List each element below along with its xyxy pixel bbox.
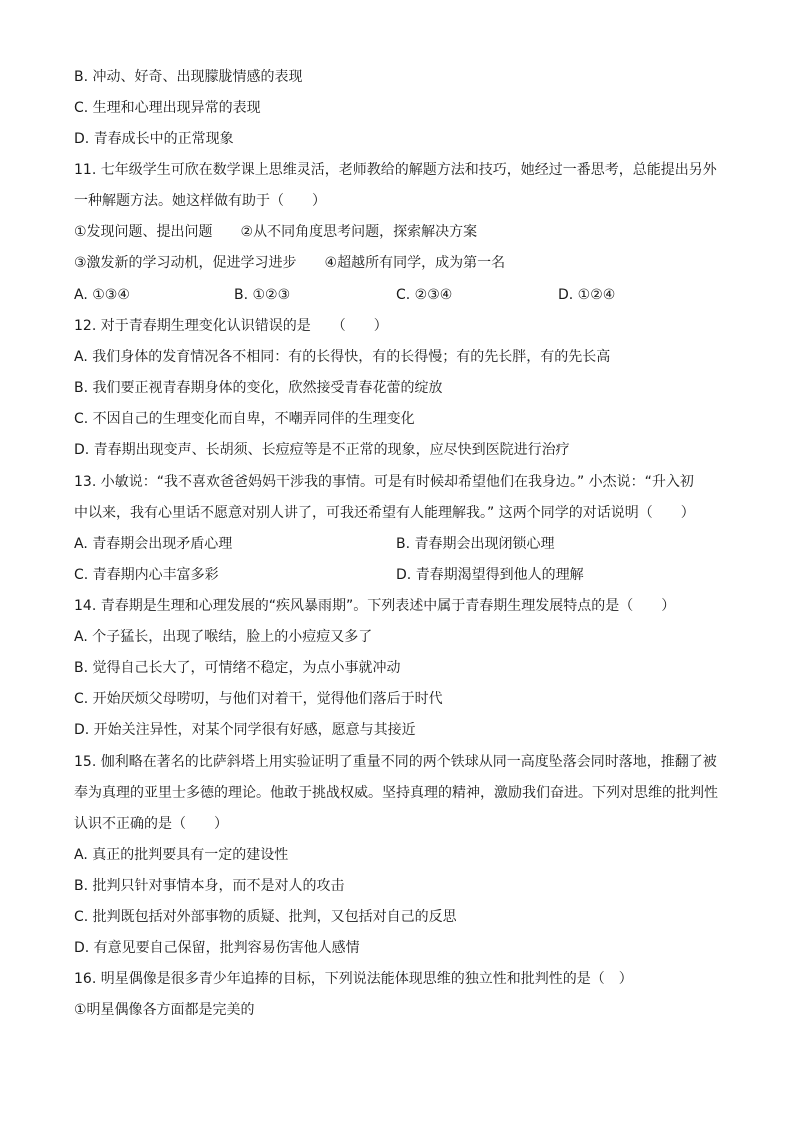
q12-stem: 12. 对于青春期生理变化认识错误的是 （ ） <box>74 318 388 334</box>
q15-option-a: A. 真正的批判要具有一定的建设性 <box>74 847 289 863</box>
q15-stem-line3: 认识不正确的是（ ） <box>74 816 228 832</box>
q15-option-d: D. 有意见要自己保留，批判容易伤害他人感情 <box>74 940 360 956</box>
q10-option-c: C. 生理和心理出现异常的表现 <box>74 100 261 116</box>
q14-option-a: A. 个子猛长，出现了喉结，脸上的小痘痘又多了 <box>74 629 373 645</box>
q12-option-a: A. 我们身体的发育情况各不相同：有的长得快，有的长得慢；有的先长胖，有的先长高 <box>74 349 611 365</box>
q11-option-a: A. ①③④ <box>74 287 130 303</box>
q13-stem-line1: 13. 小敏说：“我不喜欢爸爸妈妈干涉我的事情。可是有时候却希望他们在我身边。” 小杰说：“升入初 <box>74 474 694 490</box>
q11-statements-1-2: ①发现问题、提出问题 ②从不同角度思考问题，探索解决方案 <box>74 224 478 240</box>
q14-option-c: C. 开始厌烦父母唠叨，与他们对着干，觉得他们落后于时代 <box>74 691 443 707</box>
q13-option-c: C. 青春期内心丰富多彩 <box>74 567 219 583</box>
q15-option-b: B. 批判只针对事情本身，而不是对人的攻击 <box>74 878 345 894</box>
q15-stem-line1: 15. 伽利略在著名的比萨斜塔上用实验证明了重量不同的两个铁球从同一高度坠落会同时落地，推翻了被 <box>74 754 717 770</box>
q11-option-b: B. ①②③ <box>234 287 291 303</box>
q13-stem-line2: 中以来，我有心里话不愿意对别人讲了，可我还希望有人能理解我。” 这两个同学的对话说明（ ） <box>74 505 695 521</box>
q13-option-b: B. 青春期会出现闭锁心理 <box>396 536 555 552</box>
q10-option-d: D. 青春成长中的正常现象 <box>74 131 234 147</box>
q11-stem-line1: 11. 七年级学生可欣在数学课上思维灵活，老师教给的解题方法和技巧，她经过一番思考，总能提出另外 <box>74 162 717 178</box>
q12-option-c: C. 不因自己的生理变化而自卑，不嘲弄同伴的生理变化 <box>74 411 415 427</box>
q11-statements-3-4: ③激发新的学习动机，促进学习进步 ④超越所有同学，成为第一名 <box>74 255 506 271</box>
q11-option-c: C. ②③④ <box>396 287 453 303</box>
q16-stem: 16. 明星偶像是很多青少年追捧的目标，下列说法能体现思维的独立性和批判性的是（ ） <box>74 971 633 987</box>
q11-option-d: D. ①②④ <box>558 287 616 303</box>
q13-option-a: A. 青春期会出现矛盾心理 <box>74 536 233 552</box>
q10-option-b: B. 冲动、好奇、出现朦胧情感的表现 <box>74 69 303 85</box>
q12-option-d: D. 青春期出现变声、长胡须、长痘痘等是不正常的现象，应尽快到医院进行治疗 <box>74 442 570 458</box>
q12-option-b: B. 我们要正视青春期身体的变化，欣然接受青春花蕾的绽放 <box>74 380 443 396</box>
q14-stem: 14. 青春期是生理和心理发展的“疾风暴雨期”。下列表述中属于青春期生理发展特点的是（ ） <box>74 598 676 614</box>
q16-statement-1: ①明星偶像各方面都是完美的 <box>74 1002 255 1018</box>
q14-option-b: B. 觉得自己长大了，可情绪不稳定，为点小事就冲动 <box>74 660 401 676</box>
q15-option-c: C. 批判既包括对外部事物的质疑、批判，又包括对自己的反思 <box>74 909 457 925</box>
q15-stem-line2: 奉为真理的亚里士多德的理论。他敢于挑战权威。坚持真理的精神，激励我们奋进。下列对思维的批判性 <box>74 785 718 801</box>
q13-option-d: D. 青春期渴望得到他人的理解 <box>396 567 584 583</box>
q11-stem-line2: 一种解题方法。她这样做有助于（ ） <box>74 193 326 209</box>
q14-option-d: D. 开始关注异性，对某个同学很有好感，愿意与其接近 <box>74 722 416 738</box>
